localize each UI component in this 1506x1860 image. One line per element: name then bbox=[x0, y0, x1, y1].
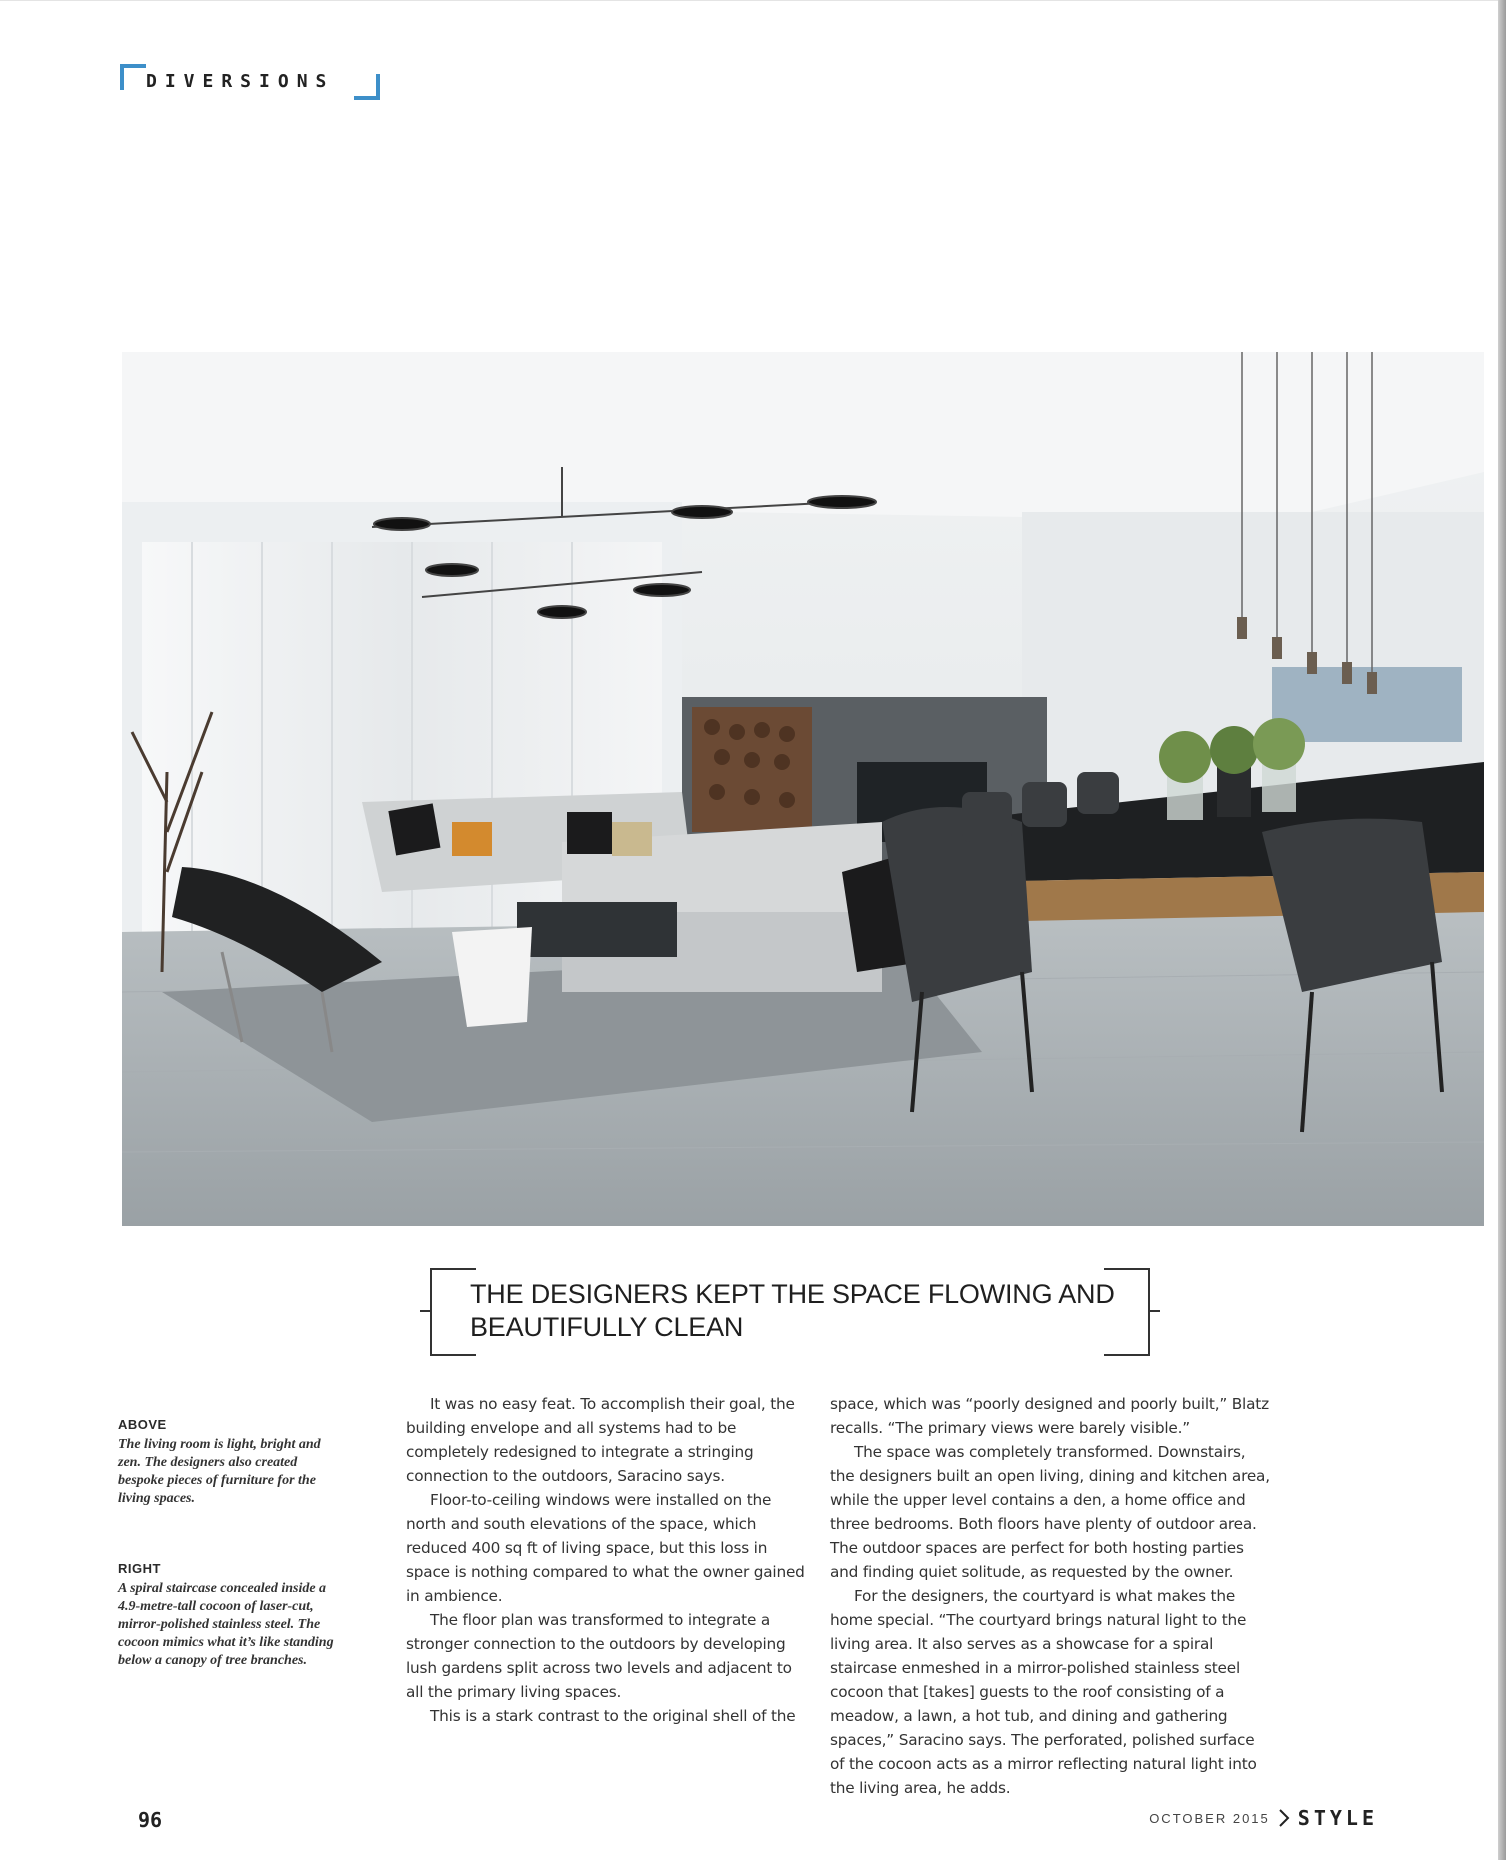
pull-quote-bracket-right-icon bbox=[1104, 1268, 1150, 1356]
pull-quote bbox=[420, 1268, 1160, 1356]
body-column-1 bbox=[406, 1392, 806, 1728]
caption-right bbox=[118, 1560, 338, 1670]
paragraph: Floor-to-ceiling windows were installed on the north and south elevations of the space, which reduced 400 sq ft of living space, but this loss in space is nothing compared to what the owner gained in ambience. bbox=[406, 1491, 805, 1605]
page-number: 96 bbox=[138, 1808, 163, 1832]
page-edge-shadow bbox=[1498, 0, 1506, 1860]
top-rule bbox=[0, 0, 1498, 1]
caption-above-heading: ABOVE bbox=[118, 1417, 167, 1432]
pull-quote-text: THE DESIGNERS KEPT THE SPACE FLOWING AND BEAUTIFULLY CLEAN bbox=[470, 1279, 1115, 1342]
caption-right-text: A spiral staircase concealed inside a 4.9-metre-tall cocoon of laser-cut, mirror-polished stainless steel. The cocoon mimics what it’s like standing below a canopy of tree branches. bbox=[118, 1581, 334, 1668]
paragraph: For the designers, the courtyard is what makes the home special. “The courtyard brings natural light to the living area. It also serves as a showcase for a spiral staircase enmeshed in a mirror-polished stainless steel cocoon that [takes] guests to the roof consisting of a meadow, a lawn, a hot tub, and dining and gathering spaces,” Saracino says. The perforated, polished surface of the cocoon acts as a mirror reflecting natural light into the living area, he adds. bbox=[830, 1587, 1257, 1797]
hero-photo bbox=[122, 352, 1484, 1226]
caption-above bbox=[118, 1416, 338, 1508]
bracket-bottom-right-icon bbox=[354, 74, 380, 100]
paragraph: The floor plan was transformed to integrate a stronger connection to the outdoors by developing lush gardens split across two levels and adjacent to all the primary living spaces. bbox=[406, 1611, 792, 1701]
section-label: DIVERSIONS bbox=[146, 71, 335, 92]
caption-above-text: The living room is light, bright and zen. The designers also created bespoke pieces of furniture for the living spaces. bbox=[118, 1437, 321, 1506]
issue-date: OCTOBER 2015 bbox=[1149, 1810, 1270, 1826]
caption-right-heading: RIGHT bbox=[118, 1561, 161, 1576]
chevron-right-icon bbox=[1278, 1809, 1290, 1827]
pull-quote-tick-right-icon bbox=[1148, 1310, 1160, 1312]
paragraph: This is a stark contrast to the original shell of the bbox=[430, 1707, 796, 1725]
footer-masthead bbox=[1149, 1806, 1378, 1830]
body-column-2 bbox=[830, 1392, 1270, 1800]
paragraph: space, which was “poorly designed and poorly built,” Blatz recalls. “The primary views were barely visible.” bbox=[830, 1395, 1269, 1437]
living-room-photo-icon bbox=[122, 352, 1484, 1226]
paragraph: It was no easy feat. To accomplish their goal, the building envelope and all systems had to be completely redesigned to integrate a stringing connection to the outdoors, Saracino says. bbox=[406, 1395, 795, 1485]
bracket-top-left-icon bbox=[120, 64, 146, 90]
paragraph: The space was completely transformed. Downstairs, the designers built an open living, dining and kitchen area, while the upper level contains a den, a home office and three bedrooms. Both floors have plenty of outdoor area. The outdoor spaces are perfect for both hosting parties and finding quiet solitude, as requested by the owner. bbox=[830, 1443, 1270, 1581]
section-tag bbox=[120, 64, 380, 100]
brand-logo: STYLE bbox=[1297, 1806, 1378, 1830]
